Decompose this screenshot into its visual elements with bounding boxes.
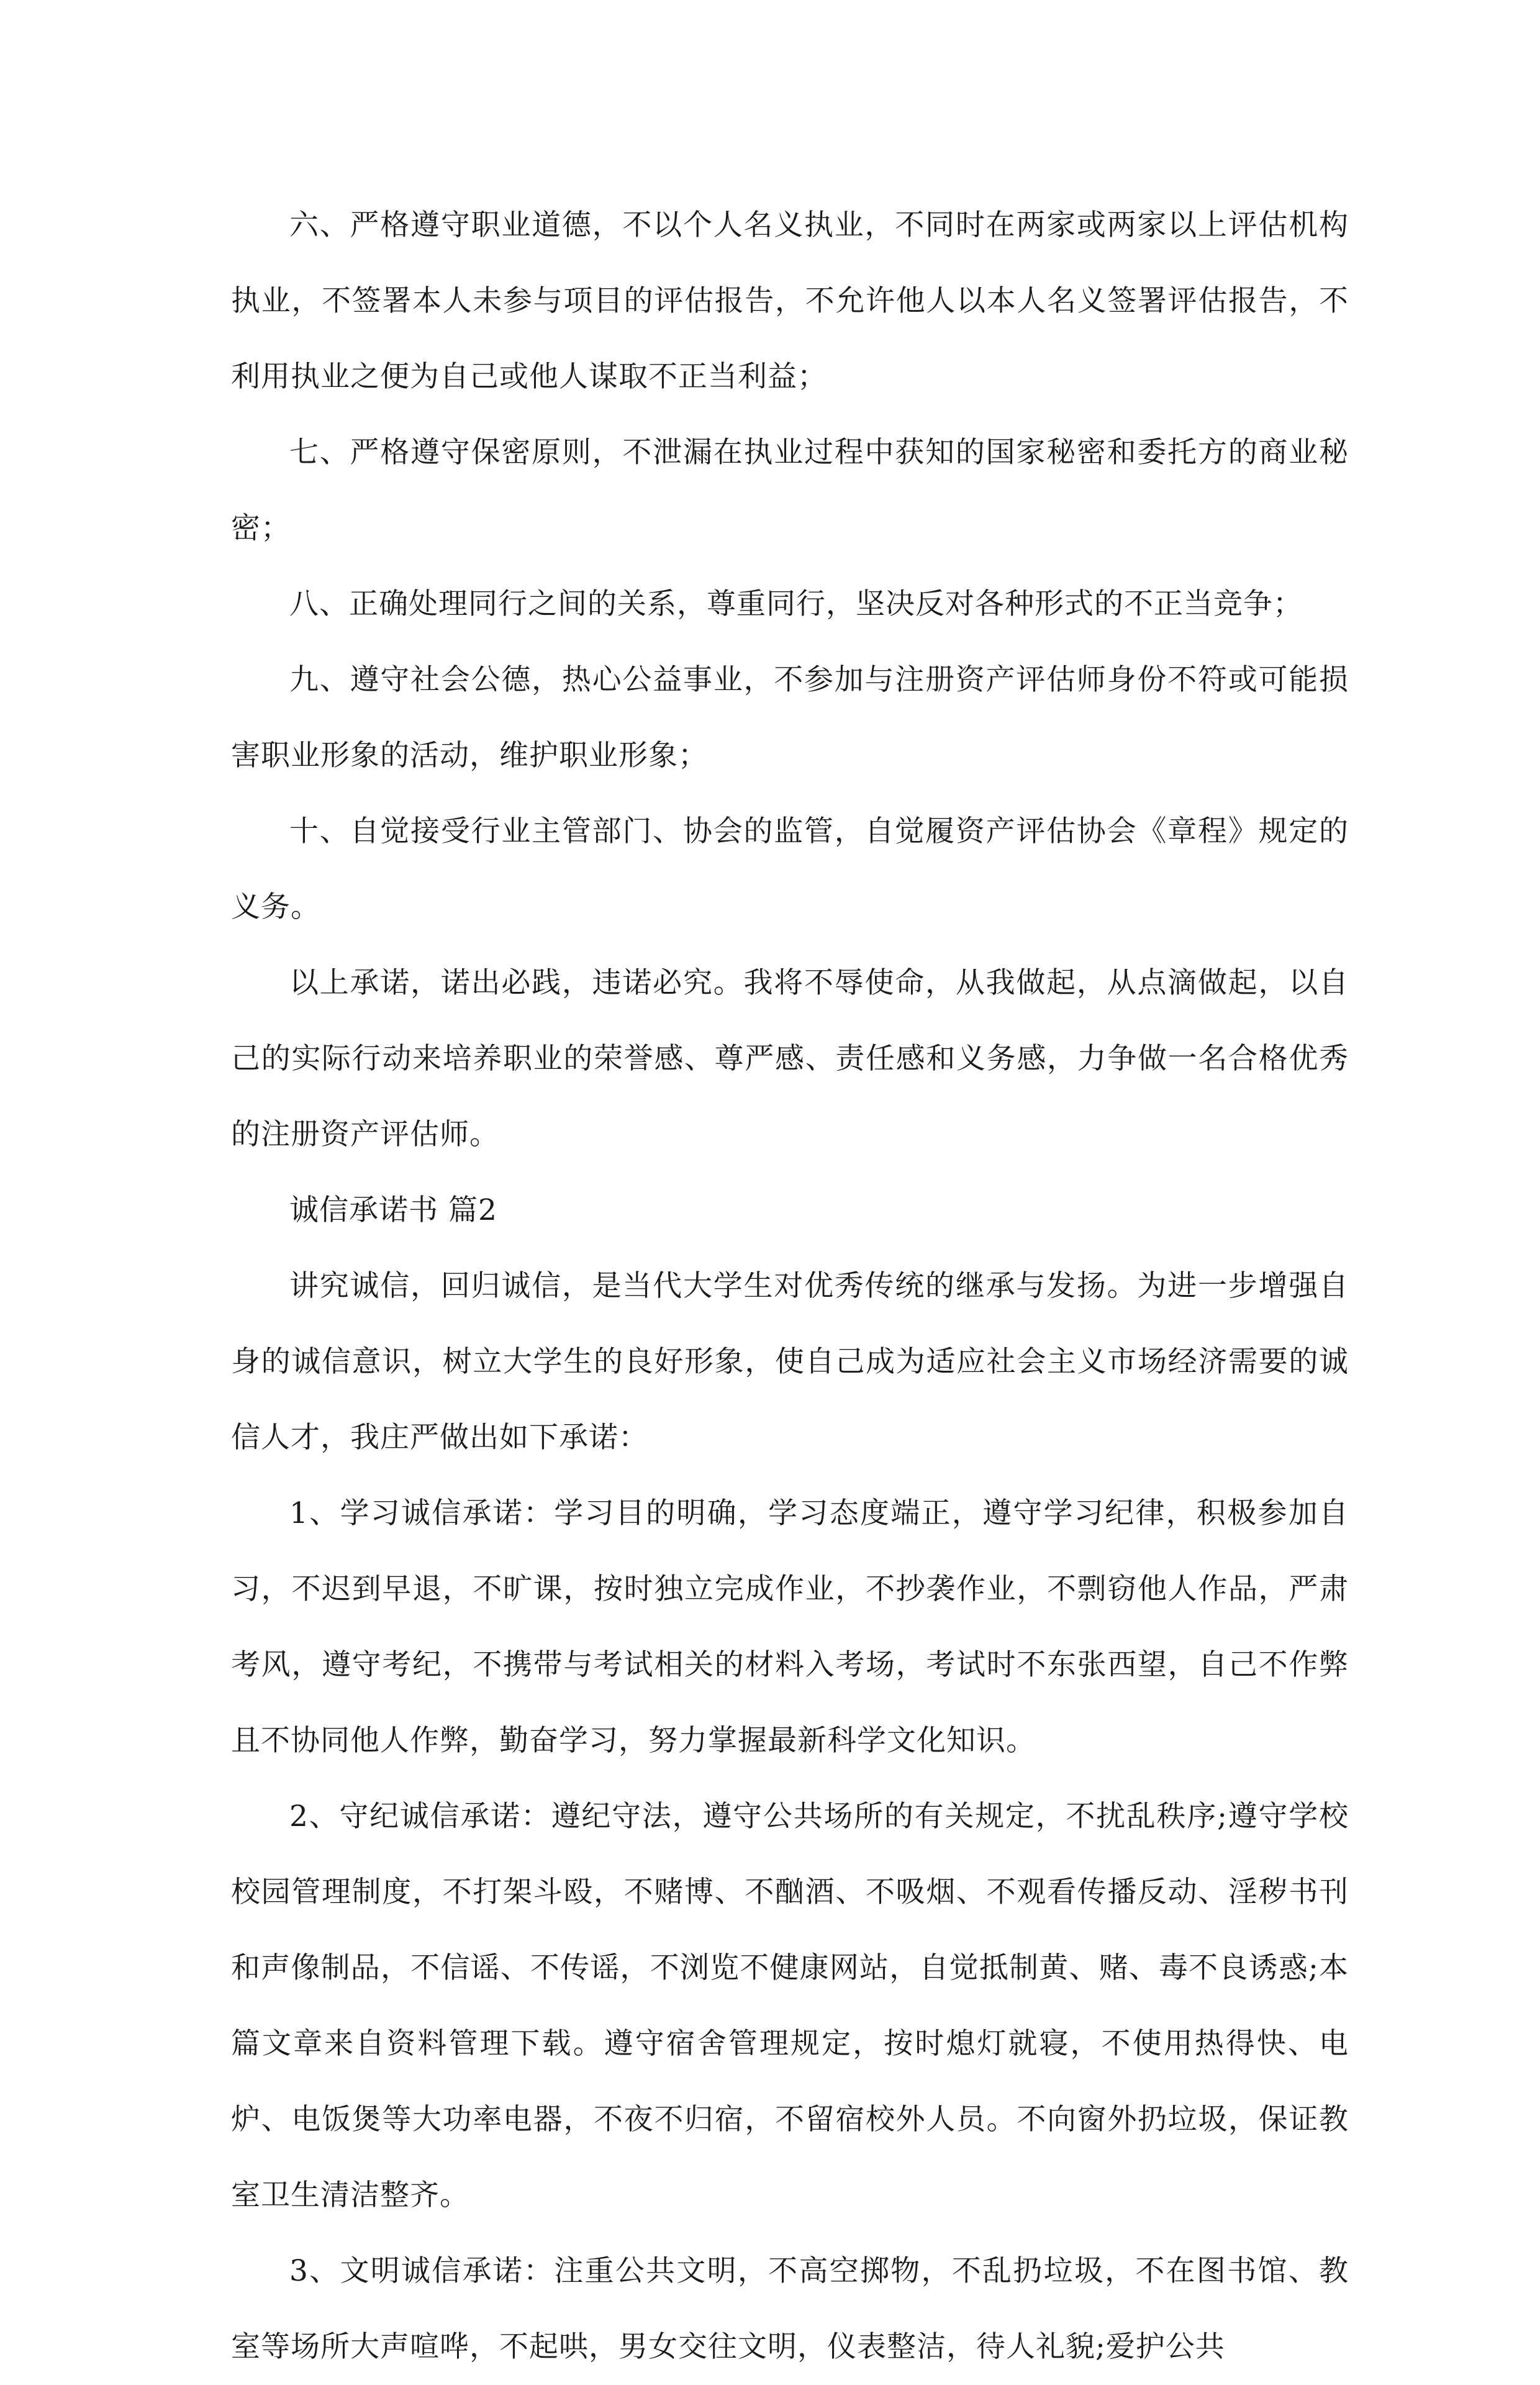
paragraph-conclusion: 以上承诺，诺出必践，违诺必究。我将不辱使命，从我做起，从点滴做起，以自己的实际行动来培养职业的荣誉感、尊严感、责任感和义务感，力争做一名合格优秀的注册资产评估师。 <box>231 966 1349 1152</box>
paragraph-item-6: 六、严格遵守职业道德，不以个人名义执业，不同时在两家或两家以上评估机构执业，不签署本人未参与项目的评估报告，不允许他人以本人名义签署评估报告，不利用执业之便为自己或他人谋取不正当利益； <box>231 208 1349 394</box>
paragraph-item-10: 十、自觉接受行业主管部门、协会的监管，自觉履资产评估协会《章程》规定的义务。 <box>231 814 1349 924</box>
commitment-study-paragraph: 1、学习诚信承诺：学习目的明确，学习态度端正，遵守学习纪律，积极参加自习，不迟到早退，不旷课，按时独立完成作业，不抄袭作业，不剽窃他人作品，严肃考风，遵守考纪，不携带与考试相关的材料入考场，考试时不东张西望，自己不作弊且不协同他人作弊，勤奋学习，努力掌握最新科学文化知识。 <box>231 1496 1349 1758</box>
paragraph-item-8: 八、正确处理同行之间的关系，尊重同行，坚决反对各种形式的不正当竞争； <box>289 587 1303 621</box>
section-heading: 诚信承诺书 篇2 <box>289 1193 497 1227</box>
document-body <box>231 188 1349 2385</box>
paragraph-item-7: 七、严格遵守保密原则，不泄漏在执业过程中获知的国家秘密和委托方的商业秘密； <box>231 435 1349 545</box>
paragraph-item-9: 九、遵守社会公德，热心公益事业，不参加与注册资产评估师身份不符或可能损害职业形象的活动，维护职业形象； <box>231 663 1349 773</box>
section-intro-paragraph: 讲究诚信，回归诚信，是当代大学生对优秀传统的继承与发扬。为进一步增强自身的诚信意识，树立大学生的良好形象，使自己成为适应社会主义市场经济需要的诚信人才，我庄严做出如下承诺： <box>231 1269 1349 1455</box>
commitment-civility-paragraph: 3、文明诚信承诺：注重公共文明，不高空掷物，不乱扔垃圾，不在图书馆、教室等场所大声喧哗，不起哄，男女交往文明，仪表整洁，待人礼貌;爱护公共 <box>231 2254 1349 2364</box>
commitment-discipline-paragraph: 2、守纪诚信承诺：遵纪守法，遵守公共场所的有关规定，不扰乱秩序;遵守学校校园管理制度，不打架斗殴，不赌博、不酗酒、不吸烟、不观看传播反动、淫秽书刊和声像制品，不信谣、不传谣，不浏览不健康网站，自觉抵制黄、赌、毒不良诱惑;本篇文章来自资料管理下载。遵守宿舍管理规定，按时熄灯就寝，不使用热得快、电炉、电饭煲等大功率电器，不夜不归宿，不留宿校外人员。不向窗外扔垃圾，保证教室卫生清洁整齐。 <box>231 1799 1349 2212</box>
